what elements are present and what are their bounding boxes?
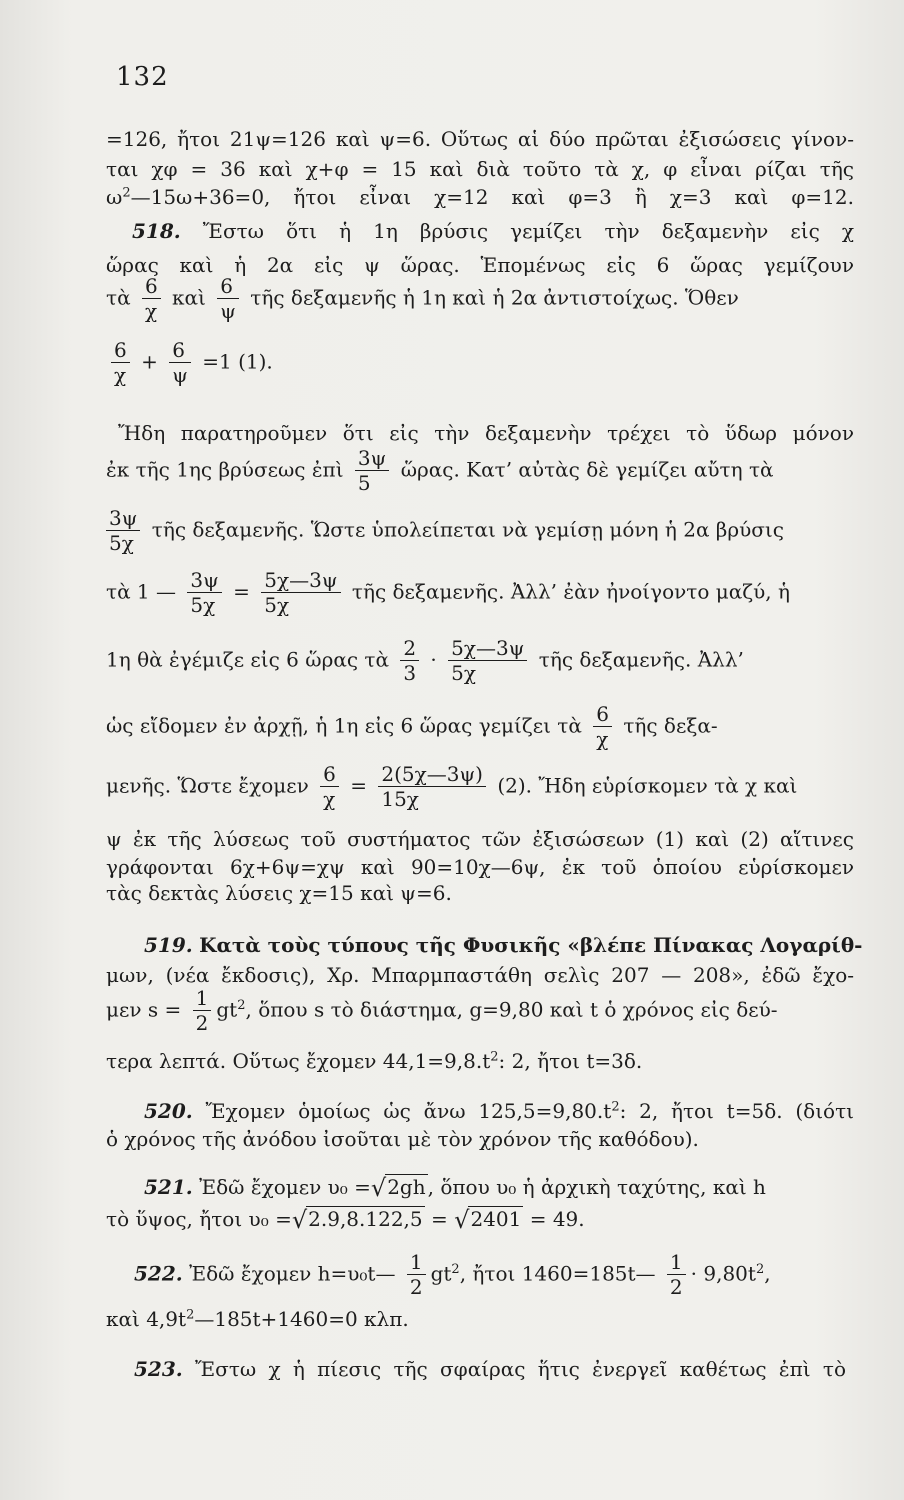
problem-number: 520. xyxy=(144,1099,193,1123)
problem-522-start xyxy=(134,1252,854,1298)
line-text: ἐκ τῆς 1ης βρύσεως ἐπὶ xyxy=(106,457,344,482)
line-text: , ὅπου υ₀ ἡ ἀρχικὴ ταχύτης, καὶ h xyxy=(427,1175,766,1199)
fraction xyxy=(261,570,340,616)
formula-line xyxy=(106,988,854,1034)
line-text: ὡς εἴδομεν ἐν ἀρχῇ, ἡ 1η εἰς 6 ὥρας γεμίζει τὰ xyxy=(106,713,582,738)
fraction xyxy=(217,276,239,322)
superscript: 2 xyxy=(755,1261,765,1277)
superscript: 2 xyxy=(611,1099,620,1115)
numerator: 6 xyxy=(144,274,158,298)
problem-523-start xyxy=(134,1356,846,1382)
fraction xyxy=(320,764,339,810)
line-text: Ἐδῶ ἔχομεν υ₀ = xyxy=(199,1175,371,1199)
line-text: , ἤτοι 1460=185t— xyxy=(459,1261,656,1286)
sqrt-sign: √ xyxy=(291,1206,308,1234)
line-text: 1η θὰ ἐγέμιζε εἰς 6 ὥρας τὰ xyxy=(106,647,389,672)
line-text: τὰ xyxy=(106,285,131,310)
fraction xyxy=(400,638,419,684)
text-line xyxy=(106,962,854,988)
equation-1 xyxy=(106,340,854,386)
line-text: ψ ἐκ τῆς λύσεως τοῦ συστήματος τῶν ἐξισώσεων (1) καὶ (2) αἵτινες xyxy=(106,827,854,851)
fraction xyxy=(111,340,130,386)
superscript: 2 xyxy=(186,1307,195,1323)
numerator: 3ψ xyxy=(109,506,138,530)
numerator: 2 xyxy=(403,636,417,660)
numerator: 6 xyxy=(596,702,609,726)
denominator: ψ xyxy=(217,298,239,322)
text-line xyxy=(106,184,854,210)
text-line xyxy=(106,880,854,906)
denominator: 3 xyxy=(400,660,419,684)
page-number: 132 xyxy=(116,62,169,92)
line-text: Ἔστω χ ἡ πίεσις τῆς σφαίρας ἥτις ἐνεργεῖ καθέτως ἐπὶ τὸ xyxy=(195,1357,846,1381)
fraction xyxy=(193,988,212,1034)
denominator: 5χ xyxy=(448,660,527,684)
line-text: ὥρας καὶ ἡ 2α εἰς ψ ὥρας. Ἑπομένως εἰς 6 ὥρας γεμίζουν xyxy=(106,253,854,277)
problem-number: 521. xyxy=(144,1175,193,1199)
line-text: =126, ἤτοι 21ψ=126 καὶ ψ=6. Οὕτως αἱ δύο πρῶται ἐξισώσεις γίνον- xyxy=(106,127,854,151)
problem-520-start xyxy=(144,1098,854,1124)
text-line xyxy=(106,126,854,152)
denominator: 5χ xyxy=(187,592,221,616)
text-line-fractions xyxy=(106,508,854,554)
line-text: gt xyxy=(216,997,238,1022)
fraction xyxy=(593,704,612,750)
radicand: 2gh xyxy=(387,1175,426,1199)
line-text: ω xyxy=(106,185,123,209)
line-text: τῆς δεξαμενῆς ἡ 1η καὶ ἡ 2α ἀντιστοίχως. Ὅθεν xyxy=(250,285,739,310)
line-text: —15ω+36=0, ἤτοι εἶναι χ=12 καὶ φ=3 ἢ χ=3 καὶ φ=12. xyxy=(130,185,854,209)
line-text: : 2, ἤτοι t=5δ. (διότι xyxy=(619,1099,854,1123)
equation-2 xyxy=(106,764,854,810)
fraction xyxy=(187,570,221,616)
fraction xyxy=(667,1252,686,1298)
denominator: 2 xyxy=(193,1010,212,1034)
numerator: 6 xyxy=(172,338,185,362)
numerator: 1 xyxy=(195,986,209,1010)
text-line xyxy=(106,854,854,880)
text-line xyxy=(106,1126,854,1152)
line-text: ὁ χρόνος τῆς ἀνόδου ἰσοῦται μὲ τὸν χρόνον τῆς καθόδου). xyxy=(106,1127,699,1151)
fraction xyxy=(142,276,161,322)
numerator: 1 xyxy=(669,1250,683,1274)
line-text: τὸ ὕψος, ἤτοι υ₀ = xyxy=(106,1207,292,1231)
line-text: καὶ xyxy=(172,285,206,310)
line-text: μεν s = xyxy=(106,997,182,1022)
line-text: τῆς δεξαμενῆς. Ἀλλ’ ἐὰν ἠνοίγοντο μαζύ, ἡ xyxy=(351,579,790,604)
line-text: : 2, ἤτοι t=3δ. xyxy=(498,1049,643,1073)
fraction xyxy=(355,448,389,494)
fraction xyxy=(169,340,191,386)
denominator: 5χ xyxy=(106,530,140,554)
numerator: 3ψ xyxy=(357,446,387,470)
text-line-fractions xyxy=(106,570,854,616)
denominator: 2 xyxy=(667,1274,686,1298)
numerator: 6 xyxy=(114,338,127,362)
line-text: τὰς δεκτὰς λύσεις χ=15 καὶ ψ=6. xyxy=(106,881,452,905)
superscript: 2 xyxy=(237,997,246,1013)
superscript: 2 xyxy=(122,185,131,201)
problem-number: 518. xyxy=(132,219,181,243)
problem-number: 523. xyxy=(134,1357,183,1381)
line-text: = 49. xyxy=(529,1207,585,1231)
line-text: τῆς δεξα- xyxy=(623,713,718,738)
line-text: τῆς δεξαμενῆς. Ὥστε ὑπολείπεται νὰ γεμίσῃ μόνη ἡ 2α βρύσις xyxy=(151,517,784,542)
text-line-fractions xyxy=(106,704,854,750)
superscript: 2 xyxy=(451,1261,460,1277)
text-line-fractions xyxy=(106,638,854,684)
multiplication-dot: · xyxy=(430,647,437,672)
denominator: χ xyxy=(320,786,339,810)
line-text: —185t+1460=0 κλπ. xyxy=(194,1307,409,1331)
text-line-fractions xyxy=(106,448,854,494)
line-text: , xyxy=(764,1261,771,1286)
line-text: ὥρας. Κατ’ αὐτὰς δὲ γεμίζει αὔτη τὰ xyxy=(400,457,774,482)
problem-number: 519. xyxy=(144,933,193,957)
fraction xyxy=(106,508,140,554)
denominator: χ xyxy=(593,726,612,750)
line-text: Ἔχομεν ὁμοίως ὡς ἄνω 125,5=9,80.t xyxy=(205,1099,612,1123)
line-text: τῆς δεξαμενῆς. Ἀλλ’ xyxy=(538,647,744,672)
numerator: 5χ—3ψ xyxy=(451,636,525,660)
denominator: 2 xyxy=(407,1274,426,1298)
line-text: Ἐδῶ ἔχομεν h=υ₀t— xyxy=(189,1261,396,1286)
line-text: gt xyxy=(430,1261,452,1286)
line-text: τὰ 1 — xyxy=(106,579,177,604)
line-text: (2). Ἤδη εὑρίσκομεν τὰ χ καὶ xyxy=(497,773,798,798)
text-line xyxy=(106,1048,854,1074)
text-line-fractions xyxy=(106,276,854,322)
formula-line xyxy=(106,1206,854,1233)
text-line xyxy=(106,826,854,852)
denominator: 5χ xyxy=(261,592,340,616)
radicand: 2401 xyxy=(470,1207,522,1231)
denominator: 5 xyxy=(355,470,389,494)
numerator: 6 xyxy=(323,762,336,786)
line-text: · 9,80t xyxy=(690,1261,756,1286)
numerator: 5χ—3ψ xyxy=(264,568,338,592)
line-text: μων, (νέα ἔκδοσις), Χρ. Μπαρμπαστάθη σελὶς 207 — 208», ἐδῶ ἔχο- xyxy=(106,963,854,987)
text-line xyxy=(118,420,854,446)
line-text: , ὅπου s τὸ διάστημα, g=9,80 καὶ t ὁ χρόνος εἰς δεύ- xyxy=(245,997,778,1022)
fraction xyxy=(378,764,486,810)
line-text: τερα λεπτά. Οὕτως ἔχομεν 44,1=9,8.t xyxy=(106,1049,491,1073)
equals-sign: = xyxy=(431,1207,448,1231)
denominator: ψ xyxy=(169,362,191,386)
problem-number: 522. xyxy=(134,1261,183,1286)
problem-521-start xyxy=(144,1174,854,1201)
text-line xyxy=(106,1306,854,1332)
line-text: =1 (1). xyxy=(202,349,273,374)
equals-sign: = xyxy=(350,773,367,798)
plus-sign: + xyxy=(141,349,158,374)
sqrt-sign: √ xyxy=(454,1206,470,1234)
text-line xyxy=(106,252,854,278)
fraction xyxy=(448,638,527,684)
superscript: 2 xyxy=(490,1049,499,1065)
sqrt-sign: √ xyxy=(370,1174,387,1202)
numerator: 6 xyxy=(220,274,233,298)
line-text: μενῆς. Ὥστε ἔχομεν xyxy=(106,773,309,798)
line-text: Κατὰ τοὺς τύπους τῆς Φυσικῆς «βλέπε Πίνακας Λογαρίθ- xyxy=(199,933,863,957)
line-text: γράφονται 6χ+6ψ=χψ καὶ 90=10χ—6ψ, ἐκ τοῦ ὁποίου εὑρίσκομεν xyxy=(106,855,854,879)
denominator: χ xyxy=(142,298,161,322)
line-text: καὶ 4,9t xyxy=(106,1307,187,1331)
line-text: Ἔστω ὅτι ἡ 1η βρύσις γεμίζει τὴν δεξαμενὴν εἰς χ xyxy=(202,219,854,243)
problem-519-start xyxy=(144,932,863,958)
numerator: 1 xyxy=(409,1250,423,1274)
problem-518-start xyxy=(132,218,854,244)
denominator: χ xyxy=(111,362,130,386)
radicand: 2.9,8.122,5 xyxy=(308,1207,423,1231)
line-text: Ἤδη παρατηροῦμεν ὅτι εἰς τὴν δεξαμενὴν τρέχει τὸ ὕδωρ μόνον xyxy=(118,421,854,445)
text-line xyxy=(106,156,854,182)
numerator: 2(5χ—3ψ) xyxy=(381,762,483,786)
denominator: 15χ xyxy=(378,786,486,810)
numerator: 3ψ xyxy=(190,568,219,592)
line-text: ται χφ = 36 καὶ χ+φ = 15 καὶ διὰ τοῦτο τὰ χ, φ εἶναι ρίζαι τῆς xyxy=(106,157,854,181)
equals-sign: = xyxy=(233,579,250,604)
fraction xyxy=(407,1252,426,1298)
